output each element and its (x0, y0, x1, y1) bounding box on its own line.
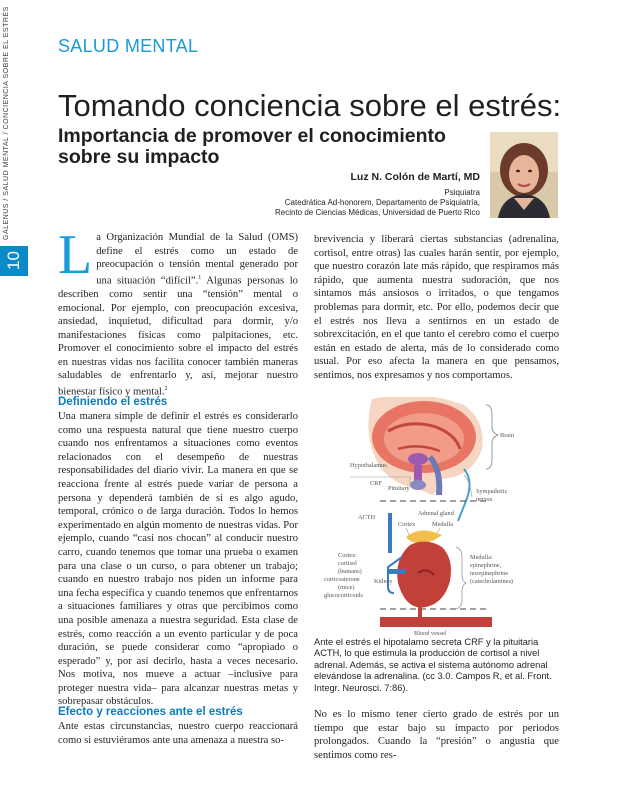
label-sympathetic-2: nerves (476, 496, 493, 503)
label-sympathetic-1: Sympathetic (476, 488, 508, 495)
label-medulla-desc-2: epinephrine, (470, 562, 502, 569)
article-subtitle: Importancia de promover el conocimiento sobre su impacto (58, 125, 446, 168)
author-role: Psiquiatra (444, 188, 480, 197)
kidney-shape (397, 541, 451, 607)
label-adrenal: Adrenal gland (418, 510, 454, 517)
label-cortex-desc-2: cortisol (338, 560, 357, 567)
hypothalamus-shape (408, 453, 428, 465)
figure-caption: Ante el estrés el hipotalamo secreta CRF y la pituitaria ACTH, lo que estimula la producción de cortisol a nivel adrenal. Además, se activa el sistema autónomo adrenal elevándose la adrenalina. (cc 3.0. Campos R, et al. Front. Integr. Neurosci. 7:86). (314, 637, 552, 693)
column2-bottom-text: No es lo mismo tener cierto grado de estrés por un tiempo que estar bajo su impacto por periodos prolongados. Cuando la “presión” o angustia que sentimos como res- (314, 709, 559, 761)
label-crf: CRF (370, 480, 382, 487)
adrenal-shape (406, 530, 442, 543)
label-acth: ACTH (358, 514, 376, 521)
pituitary-shape (410, 480, 426, 490)
author-affiliation-line1: Catedrática Ad-honorem, Departamento de Psiquiatría, (284, 198, 480, 207)
label-medulla: Medulla (432, 521, 453, 528)
label-cortex-desc-5: (mice) (338, 584, 355, 591)
page-number: 10 (4, 251, 23, 271)
sidebar (0, 0, 28, 802)
dropcap: L (58, 224, 93, 286)
article-title: Tomando conciencia sobre el estrés: (58, 88, 562, 123)
label-medulla-desc-1: Medulla: (470, 554, 493, 561)
column2-top (314, 233, 559, 383)
label-cortex-desc-4: corticosterone (324, 576, 360, 583)
author-name: Luz N. Colón de Martí, MD (350, 171, 480, 183)
section-title: SALUD MENTAL (58, 36, 199, 56)
intro-text-2: Algunas personas lo describen como sentir una “tensión” mental o emocional. Por ejemplo, con preocupación excesiva, ansiedad, inquietud, dificultad para dormir, y/o manifestaciones físicas como palpitaciones, etc. Promover el conocimiento sobre el impacto del estrés en nuestras vidas nos facilita conocer también maneras saludables de enfrentarlo y, así, mejorar nuestro bienestar físico y mental. (58, 275, 298, 398)
label-cortex-desc-3: (humans) (338, 568, 362, 575)
reference-2: 2 (164, 386, 168, 393)
author-photo (490, 132, 558, 218)
label-brain: Brain (500, 432, 514, 439)
author-affiliation-line2: Recinto de Ciencias Médicas, Universidad de Puerto Rico (275, 208, 480, 217)
column2-top-text: brevivencia y liberará ciertas substancias (adrenalina, cortisol, entre otras) las cuales harán sentir, por ejemplo, que nuestro corazón late más rápido, que respiramos más rápido, que aumenta nuestra sudoración, que nos sintamos más ansiosos o irritados, o que tengamos problemas para dormir, etc. Por ello, podemos decir que el estrés nos lleva a sentirnos en un estado de sobrexcitación, en el que tanto el cerebro como el cuerpo están en estado de alerta, más de lo considerado como usual. Por eso afecta la manera en que pensamos, sentimos, nos expresamos y nos comportamos. (314, 234, 559, 381)
label-blood-vessel: Blood vessel (414, 630, 447, 637)
section2-text: Ante estas circunstancias, nuestro cuerpo reaccionará como si estuviéramos ante una amenaza a nuestra so- (58, 721, 298, 746)
label-medulla-desc-3: norepinephrine (470, 570, 509, 577)
label-cortex-desc-1: Cortex: (338, 552, 357, 559)
intro-text-1: a Organización Mundial de la Salud (OMS) define el estrés como un estado de preocupación o tensión mental generado por una situación “difícil”. (96, 232, 298, 287)
section-heading-definiendo: Definiendo el estrés (58, 396, 168, 408)
section1-body (58, 410, 298, 709)
reference-1: 1 (198, 274, 202, 281)
stress-axis-figure (314, 397, 554, 637)
label-pituitary: Pituitary (388, 485, 410, 492)
column2-bottom (314, 708, 559, 762)
label-cortex: Cortex (398, 521, 416, 528)
section1-text: Una manera simple de definir el estrés es considerarlo como una respuesta natural que tiene nuestro cuerpo cuando nos enfrentamos a situaciones como eventos relacionados con el desempeño de nuestras responsabilidades del diario vivir. La manera en que se reacciona frente al estrés puede variar de persona a persona y dependerá también de si es algo agudo, temporal, crónico o de larga duración. Todos lo hemos experimentado en algún momento de nuestras vidas. Por ejemplo, cuando “casi nos chocan” al conducir nuestro carro, cuando tenemos que tomar una prueba o examen para una clase o un curso, o para obtener un trabajo; cuando en nuestro trabajo nos piden un informe para una fecha específica y cuando tenemos que enfrentarnos a situaciones familiares y otras que percibimos como una posible amenaza a nuestra seguridad. Esta clase de estrés, como reacción a un evento particular y de poca duración, se puede considerar como “apropiado o esperado” y, por así decirlo, hasta a veces necesario. Nos motiva, nos mueve a actuar –inclusive para proteger nuestra vida– para alcanzar nuestras metas y sobrepasar obstáculos. (58, 411, 298, 708)
section-heading-efecto: Efecto y reacciones ante el estrés (58, 706, 243, 718)
author-affiliation (180, 188, 480, 218)
running-header: GALENUS / SALUD MENTAL / CONCIENCIA SOBRE EL ESTRÉS (3, 6, 10, 240)
label-medulla-desc-4: (catecholamines) (470, 578, 514, 585)
section2-body (58, 720, 298, 747)
label-hypothalamus: Hypothalamus (350, 462, 387, 469)
blood-vessel-shape (380, 617, 492, 627)
label-cortex-desc-6: glucocorticoids (324, 592, 363, 599)
intro-paragraph (58, 224, 298, 399)
label-kidney: Kidney (374, 578, 393, 585)
